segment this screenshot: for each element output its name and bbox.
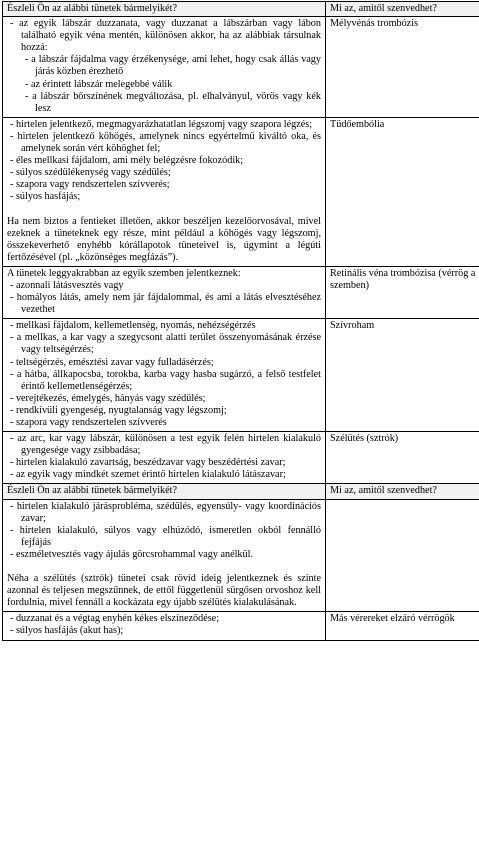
symptom-item: - súlyos hasfájás; [10,191,81,203]
symptom-item: - súlyos szédülékenység vagy szédülés; [10,167,171,179]
condition-name: Szélütés (sztrók) [330,433,399,445]
symptom-item: - éles mellkasi fájdalom, ami mély belégzésre fokozódik; [10,155,244,167]
symptom-cell [3,612,326,640]
symptom-item: - homályos látás, amely nem jár fájdalommal, és ami a látás elvesztéséhez vezethet [10,292,321,316]
condition-name: Más vérereket elzáró vérrögök [330,613,455,625]
symptom-subitem: - az érintett lábszár melegebbé válik [25,78,173,90]
symptom-subitem: - a lábszár fájdalma vagy érzékenysége, ami lehet, hogy csak állás vagy járás közben érezhető [25,54,321,78]
condition-column-header: Mi az, amitől szenvedhet? [326,484,479,499]
symptom-column-header: Észleli Ön az alábbi tünetek bármelyikét? [3,2,326,17]
symptom-item: - hirtelen kialakuló zavartság, beszédzavar vagy beszédértési zavar; [10,457,286,469]
symptom-item: - verejtékezés, émelygés, hányás vagy szédülés; [10,392,206,404]
condition-cell [326,17,479,118]
symptom-item: - hirtelen jelentkező, megmagyarázhatatlan légszomj vagy szapora légzés; [10,118,313,130]
table-header-row [3,484,479,499]
condition-cell [326,117,479,266]
symptom-item: - azonnali látásvesztés vagy [10,279,124,291]
condition-cell [326,432,479,484]
symptom-item: - hirtelen kialakuló, súlyos vagy elhúzódó, ismeretlen okból fennálló fejfájás [10,524,321,548]
symptom-cell [3,499,326,612]
symptom-item: - teltségérzés, emésztési zavar vagy fulladásérzés; [10,356,214,368]
condition-name: Tüdőembólia [330,118,385,130]
symptom-item: - szapora vagy rendszertelen szívverés [10,417,167,428]
symptom-intro: A tünetek leggyakrabban az egyik szemben jelentkeznek: [7,267,241,279]
symptom-item: - hirtelen kialakuló járásprobléma, szédülés, egyensúly- vagy koordinációs zavar; [10,500,321,524]
table-row [3,499,479,612]
symptom-item: - a hátba, állkapocsba, torokba, karba vagy hasba sugárzó, a felső testfelet érintő kellemetlenségérzés; [10,368,321,392]
condition-cell [326,266,479,318]
symptom-cell [3,266,326,318]
symptom-item: - az egyik vagy mindkét szemet érintő hirtelen kialakuló látászavar; [10,469,286,481]
symptom-note: Néha a szélütés (sztrók) tünetei csak rövid ideig jelentkeznek és szinte azonnal és teljesen megszűnnek, de ettől függetlenül sürgősen orvoshoz kell fordulnia, mivel fennáll a kockázata egy újabb szélütés kialakulásának. [7,573,321,609]
symptom-cell [3,117,326,266]
condition-name: Mélyvénás trombózis [330,18,418,30]
table-row [3,17,479,118]
symptom-subitem: - a lábszár bőrszínének megváltozása, pl. elhalványul, vörös vagy kék lesz [25,90,321,114]
symptom-item: - eszméletvesztés vagy ájulás görcsrohammal vagy anélkül. [10,548,253,560]
symptom-item: - mellkasi fájdalom, kellemetlenség, nyomás, nehézségérzés [10,320,256,332]
symptom-item: - az egyik lábszár duzzanata, vagy duzzanat a lábszárban vagy lábon található egyik véna mentén, különösen akkor, ha az alábbiak társulnak hozzá: [10,18,321,54]
symptom-cell [3,17,326,118]
symptom-column-header: Észleli Ön az alábbi tünetek bármelyikét? [3,484,326,499]
table-row [3,319,479,432]
table-header-row [3,2,479,17]
symptom-item: - rendkívüli gyengeség, nyugtalanság vagy légszomj; [10,404,227,416]
table-row [3,612,479,640]
symptom-table [2,1,479,641]
symptom-item: - duzzanat és a végtag enyhén kékes elszíneződése; [10,613,220,625]
condition-cell [326,499,479,612]
table-row [3,266,479,318]
condition-name: Retinális véna trombózisa (vérrög a szemben) [330,267,476,291]
table-row [3,117,479,266]
condition-name: Szívroham [330,320,375,332]
symptom-item: - hirtelen jelentkező köhögés, amelynek nincs egyértelmű kiváltó oka, és amelynek során vért köhöghet fel; [10,130,321,155]
symptom-item: - súlyos hasfájás (akut has); [10,625,124,637]
symptom-item: - a mellkas, a kar vagy a szegycsont alatti terület összenyomásának érzése vagy teltségérzés; [10,332,321,356]
table-row [3,432,479,484]
symptom-item: - szapora vagy rendszertelen szívverés; [10,179,170,191]
symptom-cell [3,432,326,484]
condition-cell [326,319,479,432]
symptom-cell [3,319,326,432]
symptom-note: Ha nem biztos a fentieket illetően, akkor beszéljen kezelőorvosával, mivel ezeknek a tüneteknek egy része, mint például a köhögés vagy légszomj, összekeverhető enyhébb kórállapotok tüneteivel is, úgymint a légúti fertőzésével (pl. „közönséges megfázás”). [7,215,321,263]
condition-column-header: Mi az, amitől szenvedhet? [326,2,479,17]
condition-cell [326,612,479,640]
symptom-item: - az arc, kar vagy lábszár, különösen a test egyik felén hirtelen kialakuló gyengesége vagy zsibbadása; [10,433,321,457]
